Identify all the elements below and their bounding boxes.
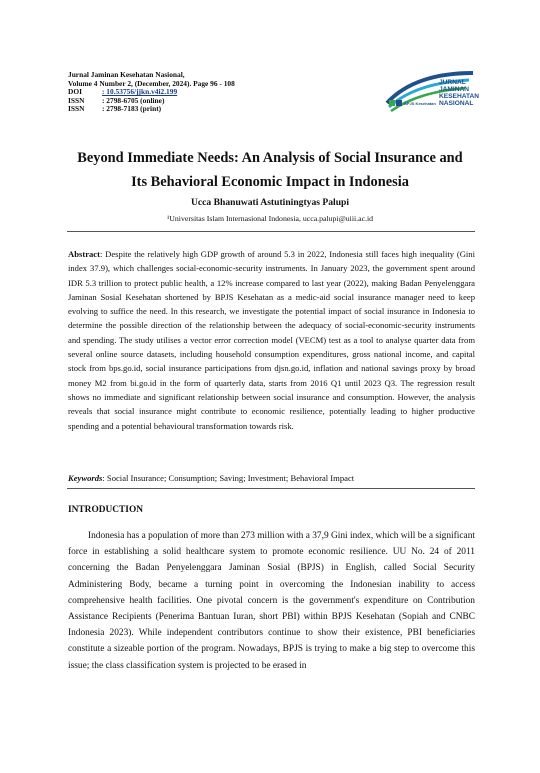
issn-label: ISSN (68, 95, 85, 105)
doi-link[interactable]: : 10.53756/jjkn.v4i2.199 (102, 87, 178, 97)
abstract-text: : Despite the relatively high GDP growth of around 5.3 in 2022, Indonesia still faces high inequality (Gini index 37.9), which challenges social-economic-security instruments. In January 2023, the government spent around IDR 5.3 trillion to protect public health, a 12% increase compared to last year (2022), making Badan Penyelenggara Jaminan Sosial Kesehatan shortened by BPJS Kesehatan as a medic-aid social insurance manager need to keep evolving to suffice the need. In this research, we investigate the potential impact of social insurance in Indonesia to determine the possible direction of the relationship between the adequacy of social-economic-security instruments and spending. The study utilises a vector error correction model (VECM) test as a tool to analyse quarter data from several online source datasets, including household consumption expenditures, gross national income, and capital stock from bps.go.id, social insurance participations from djsn.go.id, inflation and national savings proxy by broad money M2 from bi.go.id in the form of quarterly data, starts from 2016 Q1 until 2023 Q3. The regression result shows no immediate and significant relationship between social insurance and consumption. However, the analysis reveals that social insurance might contribute to economic resilience, potentially leading to higher productive spending and a potential behavioural transformation towards risk. (68, 249, 475, 431)
logo-line-1: JURNAL (439, 79, 466, 86)
issn-print-label: ISSN (68, 104, 85, 114)
keywords (68, 472, 475, 484)
logo-line-3: KESEHATAN (439, 93, 480, 100)
doi-label: DOI (68, 87, 82, 97)
issn-print-row (68, 105, 235, 114)
issn-print: : 2798-7183 (print) (102, 104, 162, 114)
issn-online: : 2798-6705 (online) (102, 95, 165, 105)
keywords-text: : Social Insurance; Consumption; Saving; Investment; Behavioral Impact (102, 473, 355, 483)
logo-line-4: NASIONAL (439, 100, 474, 107)
paper-title-line-1: Beyond Immediate Needs: An Analysis of Social Insurance and (77, 150, 463, 166)
journal-name: Jurnal Jaminan Kesehatan Nasional, (68, 70, 185, 79)
introduction-heading: INTRODUCTION (68, 505, 144, 515)
journal-logo (383, 67, 478, 115)
divider-bottom (67, 488, 475, 489)
author-name: Ucca Bhanuwati Astutiningtyas Palupi (190, 197, 350, 208)
logo-line-2: JAMINAN (439, 86, 470, 93)
abstract (68, 247, 475, 433)
abstract-label: Abstract (68, 249, 100, 259)
introduction-paragraph: Indonesia has a population of more than 273 million with a 37,9 Gini index, which will be a significant force in establishing a solid healthcare system to promote economic resilience. UU No. 24 of 2011 concerning the Badan Penyelenggara Jaminan Sosial (BPJS) in English, called Social Security Administering Body, became a turning point in overcoming the Indonesian inability to access comprehensive health facilities. One pivotal concern is the government's expenditure on Contribution Assistance Recipients (Penerima Bantuan Iuran, short PBI) within BPJS Kesehatan (Sopiah and CNBC Indonesia 2023). While independent contributors continue to show their existence, PBI beneficiaries constitute a sizeable portion of the program. Nowadays, BPJS is trying to make a big step to overcome this issue; the class classification system is projected to be erased in (68, 531, 475, 671)
divider-top (67, 231, 475, 232)
paper-title (60, 146, 480, 194)
journal-header (68, 71, 235, 114)
journal-volume: Volume 4 Number 2, (December, 2024). Page 96 - 108 (68, 78, 235, 88)
logo-small-text: BPJS Kesehatan (404, 101, 436, 106)
author-affiliation: ¹Universitas Islam Internasional Indonesia, ucca.palupi@uiii.ac.id (166, 214, 374, 223)
keywords-label: Keywords (68, 473, 103, 483)
paper-title-line-2: Its Behavioral Economic Impact in Indonesia (131, 174, 409, 190)
